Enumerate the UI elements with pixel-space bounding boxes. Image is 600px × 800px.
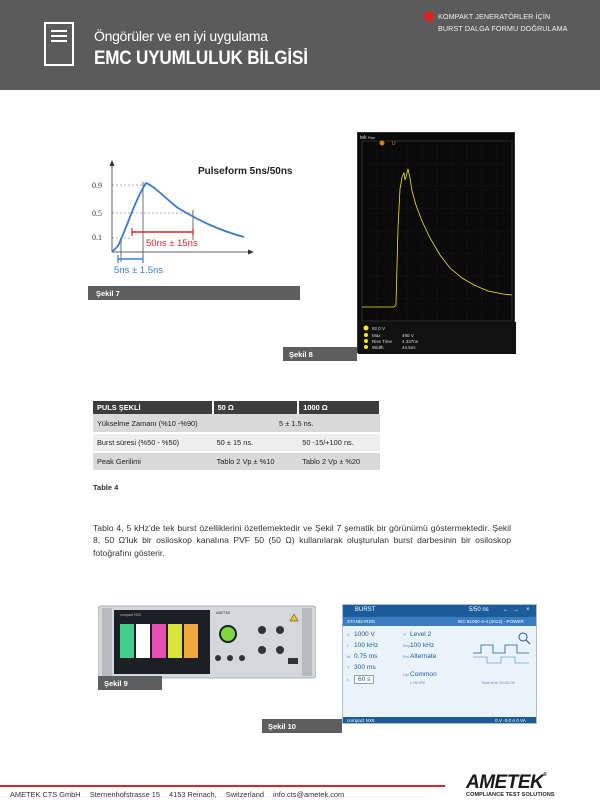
param-polarity-value: Alternate [410,653,437,660]
back-arrow-icon: ← [503,607,509,613]
device-port [258,646,266,654]
figure-9-caption: Şekil 9 [98,676,162,690]
waveform-upper [473,645,529,653]
table-row [93,452,380,471]
device-port [276,646,284,654]
param-polarity [403,653,436,660]
table-caption: Table 4 [93,483,119,492]
level-param-icon: ⊙ [403,632,407,637]
figure-8-oscilloscope [357,132,515,353]
param-frequency [347,642,378,649]
display-tile-orange [184,624,198,658]
param-voltage-value: 1000 V [354,631,375,638]
table-row [93,414,380,433]
measure-max-value: 490 V [402,333,414,338]
figure-7-pulse-diagram [88,150,300,296]
measure-max-label: Max [372,333,381,338]
device-port [239,655,245,661]
param-coupling [403,671,437,678]
standard-name: IEC 61000-4-4 (2012) - POWER [458,619,524,624]
device-left-handle [102,608,112,676]
footer-city: 4153 Reinach, [169,790,217,799]
duration-label: 50ns ± 15ns [146,238,198,249]
measure-rise-value: 4.337ns [402,339,419,344]
ytick-05: 0.5 [92,209,102,218]
period-param-icon: T [347,665,350,670]
row1-icon [364,333,368,337]
param-coupling-sub: L+N+PE [410,680,426,685]
channel-readout: 92.0 V [372,326,386,331]
param-period [347,664,376,671]
measure-width-value: 44.5ns [402,345,416,350]
trigger-u-icon: U [392,141,396,147]
param-level [403,631,431,638]
header-topic [425,12,595,52]
device-port [227,655,233,661]
param-coupling-value: Common [410,671,437,678]
device-brand: AMETEK [216,611,231,615]
body-paragraph [93,522,511,559]
figure-9-device [98,604,316,684]
standards-label: STANDARDS [347,619,375,624]
zoom-icon-handle [526,640,530,644]
table-cell: 50 -15/+100 ns. [298,433,380,452]
ytick-09: 0.9 [92,181,102,190]
zoom-icon [519,633,527,641]
param-period-value: 300 ms [354,664,376,671]
total-time-label: Total time [481,680,499,685]
scope-grid [362,141,512,321]
logo-tagline: COMPLIANCE TEST SOLUTIONS [466,792,555,798]
screen-title: BURST [355,607,376,613]
figure-8-caption: Şekil 8 [283,347,357,361]
param-duration-value: 0.75 ms [354,653,378,660]
footer-country: Switzerland [225,790,264,799]
table-row [93,433,380,452]
header-title: EMC UYUMLULUK BİLGİSİ [94,48,308,69]
figure-7-caption: Şekil 7 [88,286,300,300]
param-duration [347,653,377,660]
footer-divider [0,785,445,787]
param-voltage [347,631,375,638]
ytick-01: 0.1 [92,233,102,242]
param-rep [403,642,434,649]
trigger-marker-icon [380,141,385,146]
device-screen-model: compact NX5 [120,613,142,617]
device-port [215,655,221,661]
scope-status: Run [368,135,376,140]
table-cell: Peak Gerilimi [93,452,213,471]
row3-icon [364,345,368,349]
screen-pulse-page: 5/50 ns [469,607,489,613]
footer-email[interactable]: info.cts@ametek.com [273,790,345,799]
param-rep-value: 100 kHz [410,642,435,649]
table-header-row [93,401,380,414]
voltage-param-icon: V [347,632,350,637]
waveform-lower [473,657,529,663]
table-cell: Yükselme Zamanı (%10 -%90) [93,414,213,433]
rise-label: 5ns ± 1.5ns [114,265,164,276]
param-time [347,676,374,683]
screen-titlebar [343,605,537,617]
param-frequency-value: 100 kHz [354,642,379,649]
channel-1-icon [364,326,369,331]
table-cell: Tablo 2 Vp ± %20 [298,452,380,471]
measure-width-label: Width [372,345,384,350]
close-icon: × [526,607,530,613]
ametek-logo [466,772,592,798]
duration-param-icon: td [347,654,351,659]
frequency-param-icon: f [347,643,349,648]
display-tile-magenta [152,624,166,658]
table-cell: 5 ± 1.5 ns. [213,414,380,433]
screen-standards-bar [343,617,537,626]
coupling-param-icon: Cpl [403,672,410,677]
table-cell: Tablo 2 Vp ± %10 [213,452,299,471]
device-right-handle [302,608,312,676]
logo-wordmark: AMETEK [466,772,544,793]
table-cell: 50 ± 15 ns. [213,433,299,452]
param-time-value: 60 s [354,675,374,684]
registered-icon: ® [543,772,547,778]
display-tile-green [120,624,134,658]
device-port [258,626,266,634]
figure-7-title: Pulseform 5ns/50ns [198,166,293,177]
footer-street: Sternenhofstrasse 15 [89,790,160,799]
screen-readings: 0 V -0.0 A 0 VA [495,718,526,723]
display-tile-white [136,624,150,658]
polarity-param-icon: Pol [403,654,409,659]
forward-arrow-icon: → [513,607,519,613]
time-param-icon: t [347,677,349,682]
rep-param-icon: Rep [403,643,411,648]
total-time [481,680,515,685]
red-square-icon [425,12,434,21]
pulse-spec-table [93,401,381,472]
footer-company: AMETEK CTS GmbH [10,790,81,799]
display-tile-yellow [168,624,182,658]
y-axis-arrow [110,160,115,166]
table-header-cell: PULS ŞEKLİ [93,401,213,414]
document-icon [44,22,74,66]
header-subtitle: Öngörüler ve en iyi uygulama [94,28,268,44]
screen-device-name: compact NX5 [347,718,375,723]
figure-10-burst-screen [342,604,537,724]
page-header [0,0,600,90]
screen-statusbar [343,717,537,724]
param-level-value: Level 2 [410,631,432,638]
row2-icon [364,339,368,343]
footer-address [10,790,351,799]
table-cell: Burst süresi (%50 - %50) [93,433,213,452]
burst-waveform-preview [471,631,535,671]
header-topic-line1: KOMPAKT JENERATÖRLER İÇİN [438,12,551,21]
rotary-knob [221,627,235,641]
table-header-cell: 50 Ω [213,401,299,414]
table-header-cell: 1000 Ω [298,401,380,414]
scope-brand: tek [360,135,367,141]
measure-rise-label: Rise Time [372,339,393,344]
figure-10-caption: Şekil 10 [262,719,342,733]
device-output-socket [288,658,298,664]
paragraph-text: Tablo 4, 5 kHz'de tek burst özelliklerini özetlemektedir ve Şekil 7 şematik bir görünümü göstermektedir. Şekil 8, 50 Ω'luk bir osiloskop kanalına PVF 50 (50 Ω) kullanılarak oluşturulan burst darbesinin bir osiloskop fotoğrafını gösterir. [93,523,511,558]
total-time-value: 00:02:00 [499,680,515,685]
x-axis-arrow [248,250,254,255]
device-port [276,626,284,634]
header-topic-line2: BURST DALGA FORMU DOĞRULAMA [438,24,568,33]
